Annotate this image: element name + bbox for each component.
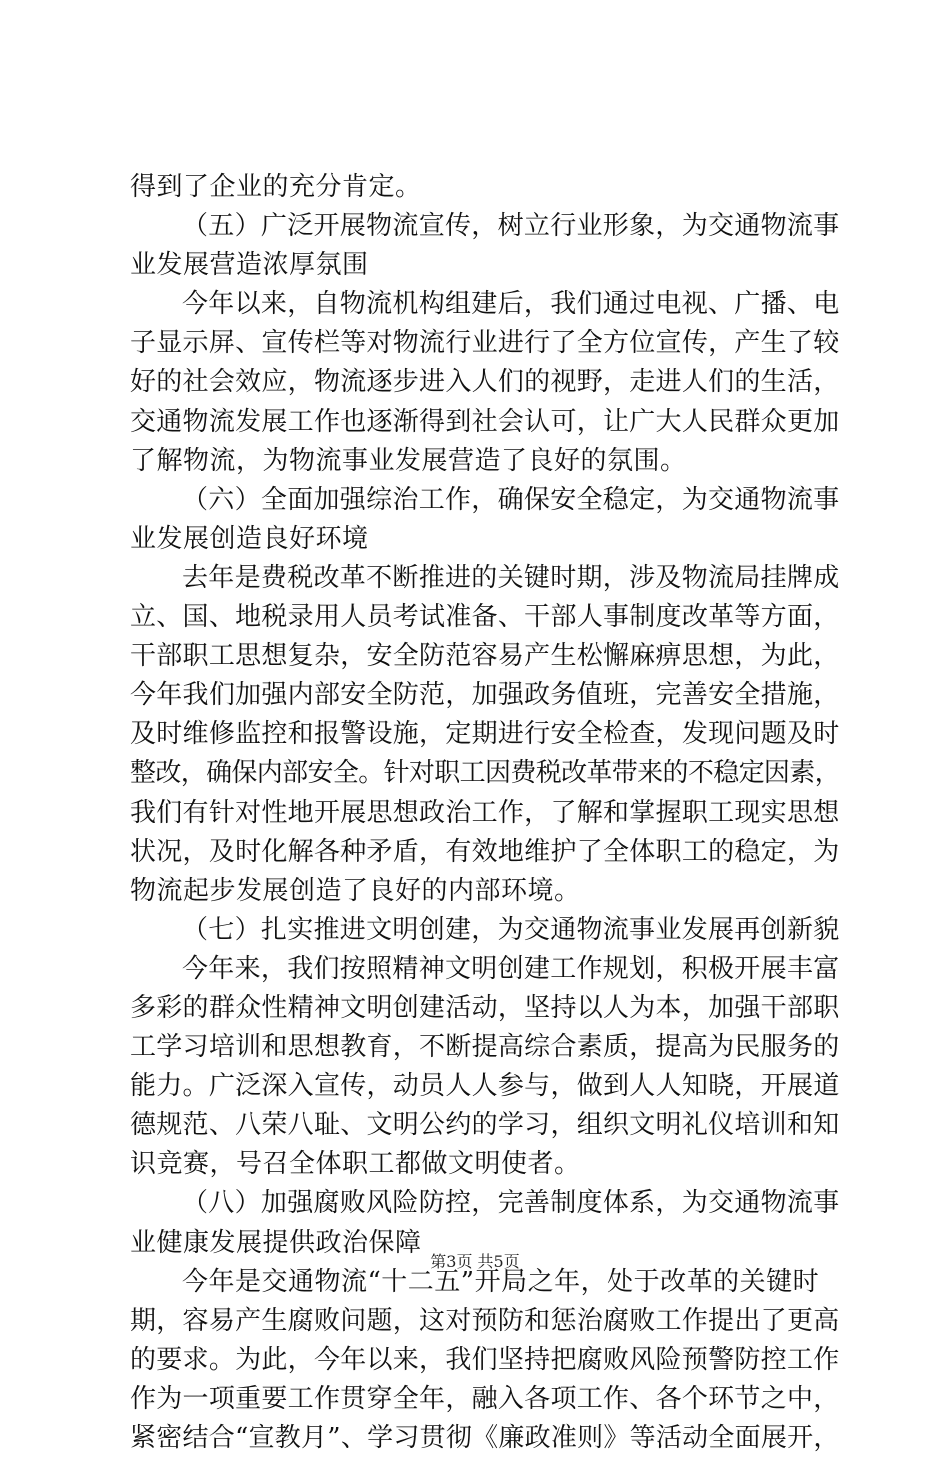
text-line: 多彩的群众性精神文明创建活动，坚持以人为本，加强干部职 — [130, 992, 840, 1023]
text-line: 今年以来，自物流机构组建后，我们通过电视、广播、电 — [182, 289, 840, 320]
text-line: 业健康发展提供政治保障 — [130, 1227, 422, 1258]
text-line: 业发展营造浓厚氛围 — [130, 250, 369, 281]
text-line: 今年我们加强内部安全防范，加强政务值班，完善安全措施， — [130, 680, 840, 711]
text-line: 今年是交通物流“十二五”开局之年，处于改革的关键时 — [182, 1266, 820, 1297]
text-line: 及时维修监控和报警设施，定期进行安全检查，发现问题及时 — [130, 719, 840, 750]
text-line: 工学习培训和思想教育，不断提高综合素质，提高为民服务的 — [130, 1032, 840, 1063]
text-line: （八）加强腐败风险防控，完善制度体系，为交通物流事 — [182, 1188, 840, 1219]
text-line: 业发展创造良好环境 — [130, 523, 369, 554]
text-line: 去年是费税改革不断推进的关键时期，涉及物流局挂牌成 — [182, 562, 840, 593]
text-line: 好的社会效应，物流逐步进入人们的视野，走进人们的生活， — [130, 367, 840, 398]
text-line: 能力。广泛深入宣传，动员人人参与，做到人人知晓，开展道 — [130, 1071, 840, 1102]
text-line: 干部职工思想复杂，安全防范容易产生松懈麻痹思想，为此， — [130, 641, 840, 672]
text-line: 子显示屏、宣传栏等对物流行业进行了全方位宣传，产生了较 — [130, 328, 840, 359]
text-line: （五）广泛开展物流宣传，树立行业形象，为交通物流事 — [182, 211, 840, 242]
text-line: 的要求。为此，今年以来，我们坚持把腐败风险预警防控工作 — [130, 1344, 840, 1375]
text-line: 了解物流，为物流事业发展营造了良好的氛围。 — [130, 445, 687, 476]
page-footer: 第3页 共5页 — [430, 1252, 520, 1271]
text-line: 作为一项重要工作贯穿全年，融入各项工作、各个环节之中， — [130, 1383, 840, 1414]
text-line: 德规范、八荣八耻、文明公约的学习，组织文明礼仪培训和知 — [130, 1110, 840, 1141]
text-line: （六）全面加强综治工作，确保安全稳定，为交通物流事 — [182, 484, 840, 515]
text-line: 识竞赛，号召全体职工都做文明使者。 — [130, 1149, 581, 1180]
text-line: 整改，确保内部安全。针对职工因费税改革带来的不稳定因素， — [130, 758, 841, 789]
text-line: 交通物流发展工作也逐渐得到社会认可，让广大人民群众更加 — [130, 406, 840, 437]
text-line: （七）扎实推进文明创建，为交通物流事业发展再创新貌 — [182, 914, 840, 945]
text-line: 今年来，我们按照精神文明创建工作规划，积极开展丰富 — [182, 953, 840, 984]
text-line: 期，容易产生腐败问题，这对预防和惩治腐败工作提出了更高 — [130, 1305, 840, 1336]
text-line: 紧密结合“宣教月”、学习贯彻《廉政准则》等活动全面展开， — [130, 1423, 840, 1453]
text-line: 状况，及时化解各种矛盾，有效地维护了全体职工的稳定，为 — [130, 836, 840, 867]
text-line: 物流起步发展创造了良好的内部环境。 — [130, 875, 581, 906]
text-line: 立、国、地税录用人员考试准备、干部人事制度改革等方面， — [130, 602, 840, 633]
text-line: 我们有针对性地开展思想政治工作，了解和掌握职工现实思想 — [130, 797, 840, 828]
text-line: 得到了企业的充分肯定。 — [130, 172, 422, 202]
